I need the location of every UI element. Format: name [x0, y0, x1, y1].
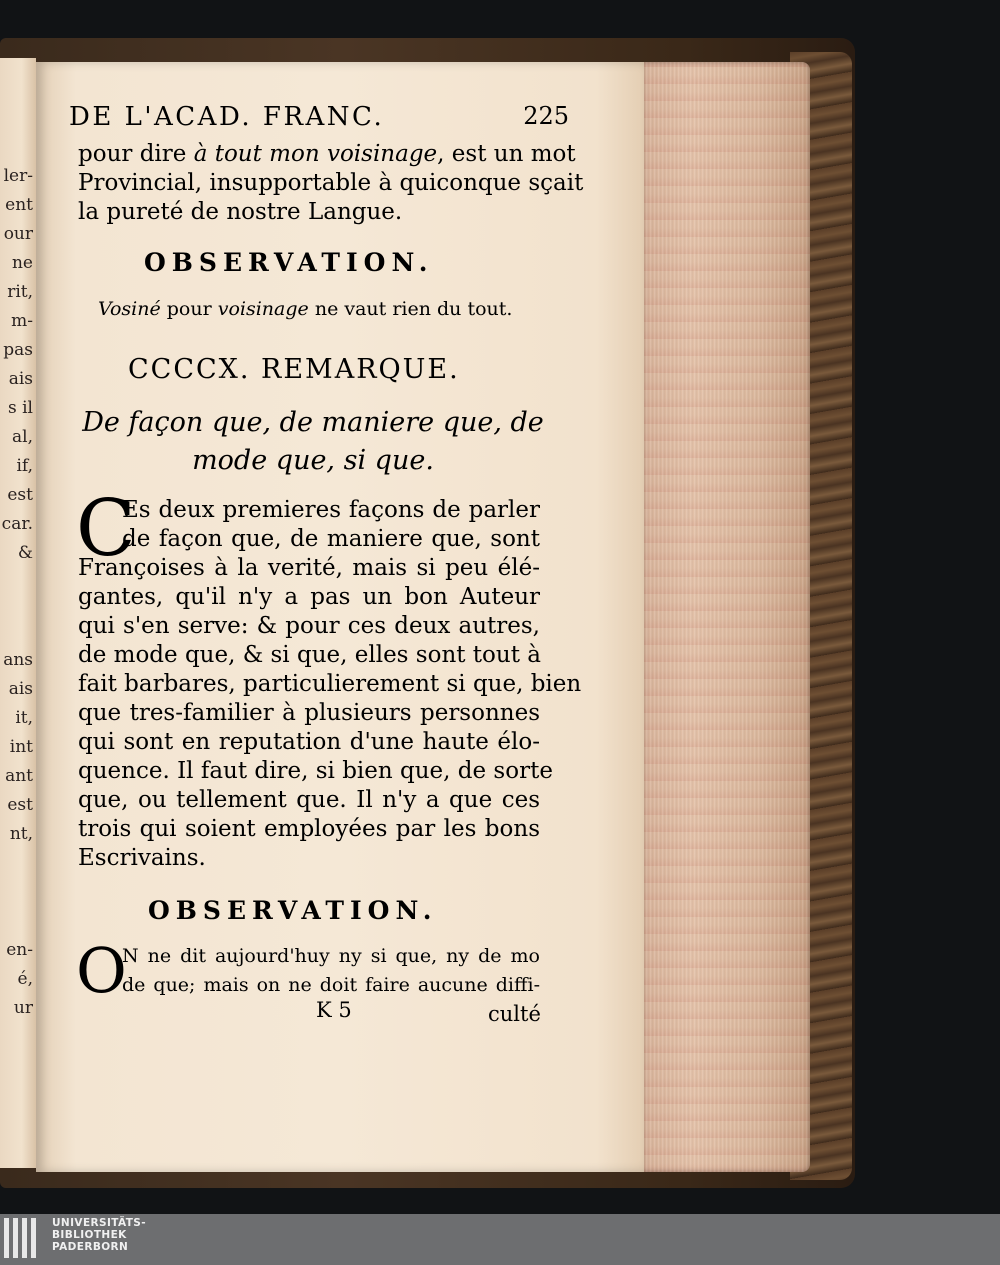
signature-mark: K 5 — [316, 998, 352, 1022]
intro-italic: à tout mon voisinage — [193, 141, 438, 167]
library-name-line-1: UNIVERSITÄTS- — [52, 1217, 147, 1229]
library-footer — [0, 1214, 1000, 1265]
running-head — [69, 102, 569, 138]
observation-heading-2: OBSERVATION. — [148, 896, 438, 925]
left-page-fragment: int — [9, 737, 33, 757]
catchword: culté — [488, 1002, 541, 1026]
observation-heading-1: OBSERVATION. — [144, 248, 434, 277]
observation-note-italic: voisinage — [217, 298, 309, 320]
left-page-fragment: ans — [3, 650, 33, 670]
observation-note-1 — [98, 298, 512, 320]
body-line: Es deux premieres façons de parler — [122, 497, 540, 523]
left-page-fragment: pas — [3, 340, 33, 360]
body-line: quence. Il faut dire, si bien que, de sorte — [78, 758, 553, 784]
body-line: fait barbares, particulierement si que, bien — [78, 671, 582, 697]
left-page-fragment: & — [17, 543, 33, 563]
left-page-fragment: est — [7, 795, 33, 815]
left-page-fragment: ler- — [3, 166, 33, 186]
left-page-fragment: ais — [8, 679, 33, 699]
body-line: Escrivains. — [78, 845, 206, 871]
left-page-fragment: é, — [17, 969, 33, 989]
left-page-fragment: al, — [12, 427, 33, 447]
left-page-edge — [0, 58, 36, 1168]
observation-2-line-1: N ne dit aujourd'huy ny si que, ny de mo — [122, 945, 540, 967]
body-line: qui sont en reputation d'une haute élo- — [78, 729, 540, 755]
left-page-fragment: s il — [7, 398, 33, 418]
intro-line-3: la pureté de nostre Langue. — [78, 199, 403, 225]
body-line: de façon que, de maniere que, sont — [122, 526, 540, 552]
remarque-subtitle-line-1: De façon que, de maniere que, de — [82, 407, 544, 438]
left-page-fragment: ur — [13, 998, 33, 1018]
intro-line-2: Provincial, insupportable à quiconque sçait — [78, 170, 584, 196]
remarque-heading: CCCCX. REMARQUE. — [128, 354, 460, 385]
intro-paragraph — [78, 140, 584, 227]
library-name-line-3: PADERBORN — [52, 1241, 129, 1253]
page-number: 225 — [523, 102, 569, 130]
body-paragraph — [76, 484, 582, 873]
right-page — [36, 62, 644, 1172]
body-line: Françoises à la verité, mais si peu élé- — [78, 555, 540, 581]
left-page-fragment: en- — [6, 940, 33, 960]
observation-note-text: ne vaut rien du tout. — [308, 298, 513, 320]
body-line: trois qui soient employées par les bons — [78, 816, 540, 842]
left-page-fragment: ne — [11, 253, 33, 273]
left-page-fragment: ant — [5, 766, 33, 786]
left-page-fragment: it, — [15, 708, 33, 728]
left-page-fragment: if, — [16, 456, 33, 476]
left-page-fragment: car. — [1, 514, 33, 534]
intro-line-1 — [78, 140, 576, 169]
body-line: qui s'en serve: & pour ces deux autres, — [78, 613, 540, 639]
observation-note-italic: Vosiné — [98, 298, 161, 320]
intro-text: , est un mot — [437, 141, 576, 167]
remarque-subtitle-line-2: mode que, si que. — [192, 445, 434, 476]
drop-cap-2: O — [76, 934, 127, 1007]
observation-2-line-2: de que; mais on ne doit faire aucune diffi- — [122, 974, 540, 996]
left-page-fragment: est — [7, 485, 33, 505]
intro-text: pour dire — [78, 141, 194, 167]
body-line: gantes, qu'il n'y a pas un bon Auteur — [78, 584, 540, 610]
left-page-fragment: our — [3, 224, 33, 244]
left-page-fragment: m- — [11, 311, 33, 331]
left-page-fragment: rit, — [7, 282, 33, 302]
running-title: DE L'ACAD. FRANC. — [69, 102, 385, 132]
library-name — [52, 1217, 146, 1253]
left-page-fragment: nt, — [9, 824, 33, 844]
body-line: que, ou tellement que. Il n'y a que ces — [78, 787, 540, 813]
body-line: de mode que, & si que, elles sont tout à — [78, 642, 541, 668]
left-page-fragment: ent — [5, 195, 33, 215]
library-name-line-2: BIBLIOTHEK — [52, 1229, 127, 1241]
body-line: que tres-familier à plusieurs personnes — [78, 700, 540, 726]
page-fore-edge — [642, 62, 810, 1172]
library-logo-icon — [4, 1218, 44, 1258]
left-page-fragment: ais — [8, 369, 33, 389]
observation-note-text: pour — [160, 298, 218, 320]
drop-cap: C — [76, 484, 136, 574]
remarque-subtitle — [78, 404, 548, 480]
observation-2-paragraph — [122, 942, 540, 1000]
